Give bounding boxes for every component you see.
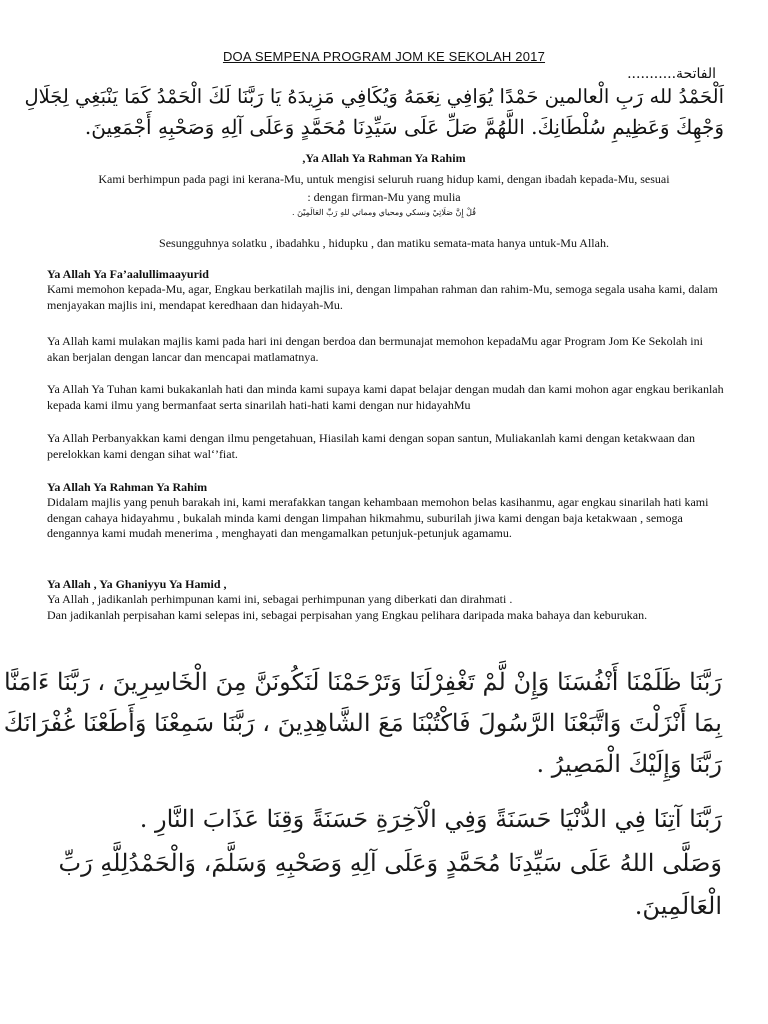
closing-arabic-line-3: رَبَّنَا وَإِلَيْكَ الْمَصِيرُ . xyxy=(536,750,722,778)
hamdalah-line-2: وَجْهِكَ وَعَظِيمِ سُلْطَانِكَ. اللَّهُمَّ صَلِّ عَلَى سَيِّدِنَا مُحَمَّدٍ وَعَلَى آلِهِ وَصَحْبِهِ أَجْمَعِينَ. xyxy=(84,115,724,139)
heading-faaalullimaayurid: Ya Allah Ya Fa’aalullimaayurid xyxy=(47,267,209,281)
qul-translation: Sesungguhnya solatku , ibadahku , hidupku , dan matiku semata-mata hanya untuk-Mu Allah. xyxy=(159,236,609,250)
closing-arabic-line-1: رَبَّنَا ظَلَمْنَا أَنْفُسَنَا وَإِنْ لَّمْ تَغْفِرْلَنَا وَتَرْحَمْنَا لَنَكُونَنَّ مِنَ الْخَاسِرِينَ ، رَبَّنَا ءَامَنَّا xyxy=(3,668,722,696)
intro-line-2: : dengan firman-Mu yang mulia xyxy=(307,190,461,204)
heading-ghaniyyu-hamid: Ya Allah , Ya Ghaniyyu Ya Hamid , xyxy=(47,577,227,591)
closing-arabic-line-6: الْعَالَمِينَ. xyxy=(634,892,722,920)
paragraph-1: Kami memohon kepada-Mu, agar, Engkau berkatilah majlis ini, dengan limpahan rahman dan rahim-Mu, semoga segala usaha kami, dalam menjayakan majlis ini, mendapat keredhaan dan hidayah-Mu. xyxy=(47,282,718,312)
paragraph-2: Ya Allah kami mulakan majlis kami pada hari ini dengan berdoa dan bermunajat memohon kepadaMu agar Program Jom Ke Sekolah ini akan berjalan dengan lancar dan mencapai matlamatnya. xyxy=(47,334,703,364)
paragraph-6a: Ya Allah , jadikanlah perhimpunan kami ini, sebagai perhimpunan yang diberkati dan dirahmati . xyxy=(47,592,513,606)
hamdalah-line-1: اَلْحَمْدُ لله رَبِ الْعالمين حَمْدًا يُوَافِي نِعَمَهُ وَيُكَافِي مَزِيدَهُ يَا رَبَّنَا لَكَ الْحَمْدُ كَمَا يَنْبَغِي لِجَلَالِ xyxy=(24,85,724,108)
intro-line-1: Kami berhimpun pada pagi ini kerana-Mu, untuk mengisi seluruh ruang hidup kami, dengan ibadah kepada-Mu, sesuai xyxy=(98,172,670,186)
paragraph-6b: Dan jadikanlah perpisahan kami selepas ini, sebagai perpisahan yang Engkau pelihara daripada maka bahaya dan keburukan. xyxy=(47,608,648,622)
document-title: DOA SEMPENA PROGRAM JOM KE SEKOLAH 2017 xyxy=(222,49,546,64)
closing-arabic-line-4: رَبَّنَا آتِنَا فِي الدُّنْيَا حَسَنَةً وَفِي الْآخِرَةِ حَسَنَةً وَقِنَا عَذَابَ النَّارِ . xyxy=(139,805,722,833)
heading-rahman-rahim-2: Ya Allah Ya Rahman Ya Rahim xyxy=(47,480,208,494)
fatihah-label: الفاتحة........... xyxy=(627,66,716,82)
qul-arabic-verse: قُلْ إِنَّ صَلَاتِيْ ونسكي ومحياي ومماتي للهِ رَبِّ العَالَمِيْنَ . xyxy=(291,208,476,217)
closing-arabic-line-5: وَصَلَّى اللهُ عَلَى سَيِّدِنَا مُحَمَّدٍ وَعَلَى آلِهِ وَصَحْبِهِ وَسَلَّمَ، وَالْحَمْدُلِلَّهِ رَبِّ xyxy=(58,849,722,877)
paragraph-4: Ya Allah Perbanyakkan kami dengan ilmu pengetahuan, Hiasilah kami dengan sopan santun, Muliakanlah kami dengan ketakwaan dan perelokkan kami dengan sihat wal‘’fiat. xyxy=(47,431,695,461)
heading-rahman-rahim: ,Ya Allah Ya Rahman Ya Rahim xyxy=(302,151,466,165)
paragraph-3: Ya Allah Ya Tuhan kami bukakanlah hati dan minda kami supaya kami dapat belajar dengan mudah dan kami mohon agar engkau berikanlah kepada kami ilmu yang bermanfaat serta sinarilah hati-hati kami dengan nur hidayahMu xyxy=(47,382,724,412)
paragraph-5: Didalam majlis yang penuh barakah ini, kami merafakkan tangan kehambaan memohon belas kasihanmu, agar engkau sinarilah hati kami dengan cahaya hidayahmu , bukalah minda kami dengan limpahan hikmahmu, suburilah jiwa kami dengan baja ketakwaan , semoga dengannya kami mudah menerima , menghayati dan mengamalkan petunjuk-petunjuk agamamu. xyxy=(47,495,709,540)
closing-arabic-line-2: بِمَا أَنْزَلْتَ وَاتَّبَعْنَا الرَّسُولَ فَاكْتُبْنَا مَعَ الشَّاهِدِينَ ، رَبَّنَا سَمِعْنَا وَأَطَعْنَا غُفْرَانَكَ xyxy=(3,709,722,737)
